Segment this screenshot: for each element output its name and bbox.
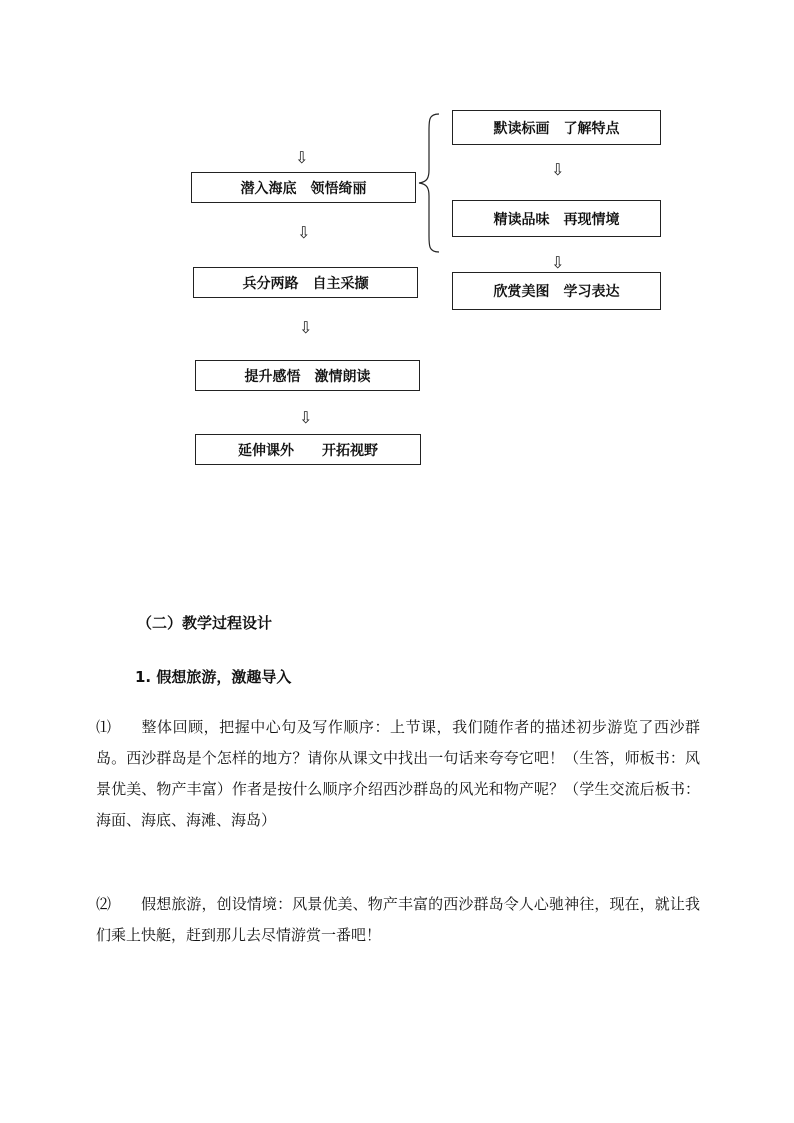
down-arrow-icon: ⇩ xyxy=(295,148,309,167)
paragraph-1 xyxy=(96,712,700,836)
paragraph-marker: ⑴ xyxy=(96,718,112,736)
down-arrow-icon: ⇩ xyxy=(297,223,311,242)
down-arrow-icon: ⇩ xyxy=(299,408,313,427)
flow-step-3: 提升感悟 激情朗读 xyxy=(195,360,420,391)
paragraph-2 xyxy=(96,889,700,951)
subsection-title: 1. 假想旅游，激趣导入 xyxy=(135,668,292,686)
flow-step-2: 兵分两路 自主采撷 xyxy=(193,267,418,298)
paragraph-text: 假想旅游，创设情境：风景优美、物产丰富的西沙群岛令人心驰神往，现在，就让我们乘上快艇，赶到那儿去尽情游赏一番吧！ xyxy=(96,895,700,944)
flow-step-4: 延伸课外 开拓视野 xyxy=(195,434,421,465)
curly-brace-icon xyxy=(415,112,455,254)
flow-step-1: 潜入海底 领悟绮丽 xyxy=(191,172,416,203)
section-title: （二）教学过程设计 xyxy=(137,614,273,632)
down-arrow-icon: ⇩ xyxy=(551,253,565,272)
down-arrow-icon: ⇩ xyxy=(551,160,565,179)
paragraph-text: 整体回顾，把握中心句及写作顺序：上节课，我们随作者的描述初步游览了西沙群岛。西沙群岛是个怎样的地方？请你从课文中找出一句话来夸夸它吧！（生答，师板书：风景优美、物产丰富）作者是按什么顺序介绍西沙群岛的风光和物产呢？（学生交流后板书：海面、海底、海滩、海岛） xyxy=(96,718,700,829)
sub-step-1: 默读标画 了解特点 xyxy=(452,110,661,145)
sub-step-3: 欣赏美图 学习表达 xyxy=(452,272,661,310)
paragraph-marker: ⑵ xyxy=(96,895,112,913)
sub-step-2: 精读品味 再现情境 xyxy=(452,200,661,237)
down-arrow-icon: ⇩ xyxy=(299,318,313,337)
